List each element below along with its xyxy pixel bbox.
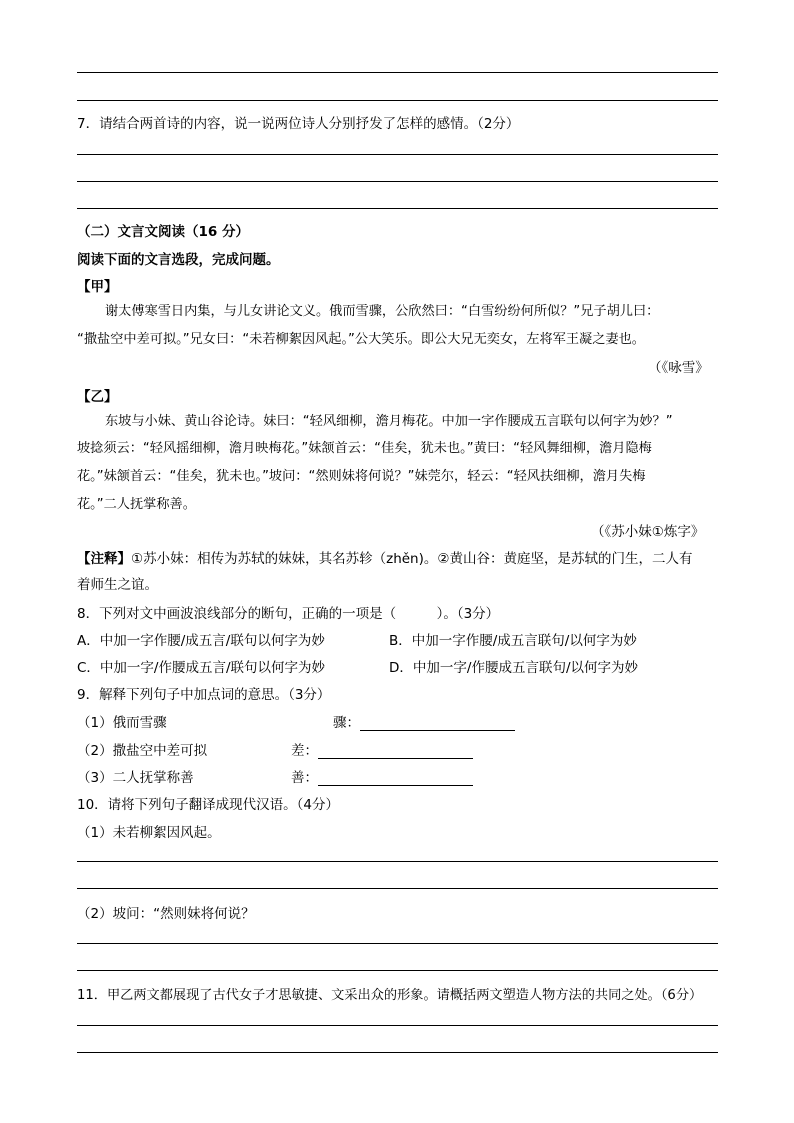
q9-word-2: 差： (291, 743, 318, 759)
answer-line (77, 100, 718, 101)
question-11: 11．甲乙两文都展现了古代女子才思敏捷、文采出众的形象。请概括两文塑造人物方法的共同之处。（6分） (77, 988, 703, 1003)
passage-yi-line: 花。”妹颔首云：“佳矣，犹未也。”坡问：“然则妹将何说？”妹莞尔，轻云：“轻风扶细柳，澹月失梅 (77, 469, 646, 484)
passage-jia-source: （《咏雪》 (648, 360, 709, 376)
notes-continued: 着师生之谊。 (77, 577, 158, 593)
passage-jia-label: 【甲】 (77, 279, 118, 295)
passage-yi-line: 坡捻须云：“轻风摇细柳，澹月映梅花。”妹颔首云：“佳矣，犹未也。”黄曰：“轻风舞细柳，澹月隐梅 (77, 441, 652, 456)
question-9: 9．解释下列句子中加点词的意思。（3分） (77, 687, 331, 703)
passage-yi-line (105, 410, 673, 429)
section-title: （二）文言文阅读（16 分） (77, 224, 249, 240)
q10-sentence-1: （1）未若柳絮因风起。 (77, 825, 221, 841)
question-7: 7．请结合两首诗的内容，说一说两位诗人分别抒发了怎样的感情。（2分） (77, 116, 520, 132)
answer-line (77, 1025, 718, 1026)
option-b[interactable]: B．中加一字作腰/成五言联句/以何字为妙 (389, 633, 637, 649)
q10-sentence-2: （2）坡问：“然则妹将何说？ (77, 906, 255, 922)
q9-blank-2[interactable] (318, 744, 473, 759)
answer-line (77, 888, 718, 889)
answer-line (77, 208, 718, 209)
passage-jia-line: 谢太傅寒雪日内集，与儿女讲论文义。俄而雪骤，公欣然曰：“白雪纷纷何所似？”兄子胡儿曰： (105, 304, 660, 319)
answer-line (77, 943, 718, 944)
answer-line (77, 72, 718, 73)
question-8: 8．下列对文中画波浪线部分的断句，正确的一项是（ ）。（3分） (77, 606, 500, 622)
notes-label: 【注释】 (77, 551, 131, 567)
answer-line (77, 970, 718, 971)
q9-sentence-3: （3）二人抚掌称善 (77, 770, 194, 786)
option-d[interactable]: D．中加一字/作腰成五言联句/以何字为妙 (389, 660, 638, 676)
option-c[interactable]: C．中加一字/作腰成五言/联句以何字为妙 (77, 660, 326, 676)
answer-line (77, 861, 718, 862)
notes (77, 547, 692, 567)
q9-answer-2 (291, 739, 473, 759)
q9-blank-3[interactable] (318, 771, 473, 786)
passage-yi-text: 东坡与小妹、黄山谷论诗。妹曰：“轻风细柳，澹月梅花。中加一字作腰成五言联句以何字为妙？” (105, 414, 673, 429)
option-a[interactable]: A．中加一字作腰/成五言/联句以何字为妙 (77, 633, 325, 649)
passage-yi-label: 【乙】 (77, 389, 118, 405)
q9-answer-1 (333, 711, 515, 731)
q9-word-3: 善： (291, 770, 318, 786)
passage-yi-line: 花。”二人抚掌称善。 (77, 497, 196, 512)
q9-answer-3 (291, 766, 473, 786)
q9-blank-1[interactable] (360, 716, 515, 731)
section-instruction: 阅读下面的文言选段，完成问题。 (77, 252, 280, 268)
notes-text: ①苏小妹：相传为苏轼的妹妹，其名苏轸（zhěn)。②黄山谷：黄庭坚，是苏轼的门生，二人有 (131, 551, 693, 567)
answer-line (77, 154, 718, 155)
question-10: 10．请将下列句子翻译成现代汉语。（4分） (77, 797, 340, 813)
passage-jia-line: “撒盐空中差可拟。”兄女曰：“未若柳絮因风起。”公大笑乐。即公大兄无奕女，左将军王凝之妻也。 (77, 332, 645, 347)
q9-word-1: 骤： (333, 715, 360, 731)
answer-line (77, 1052, 718, 1053)
q9-sentence-1: （1）俄而雪骤 (77, 715, 167, 731)
q9-sentence-2: （2）撒盐空中差可拟 (77, 743, 208, 759)
passage-yi-source: （《苏小妹①炼字》 (591, 524, 705, 540)
answer-line (77, 181, 718, 182)
